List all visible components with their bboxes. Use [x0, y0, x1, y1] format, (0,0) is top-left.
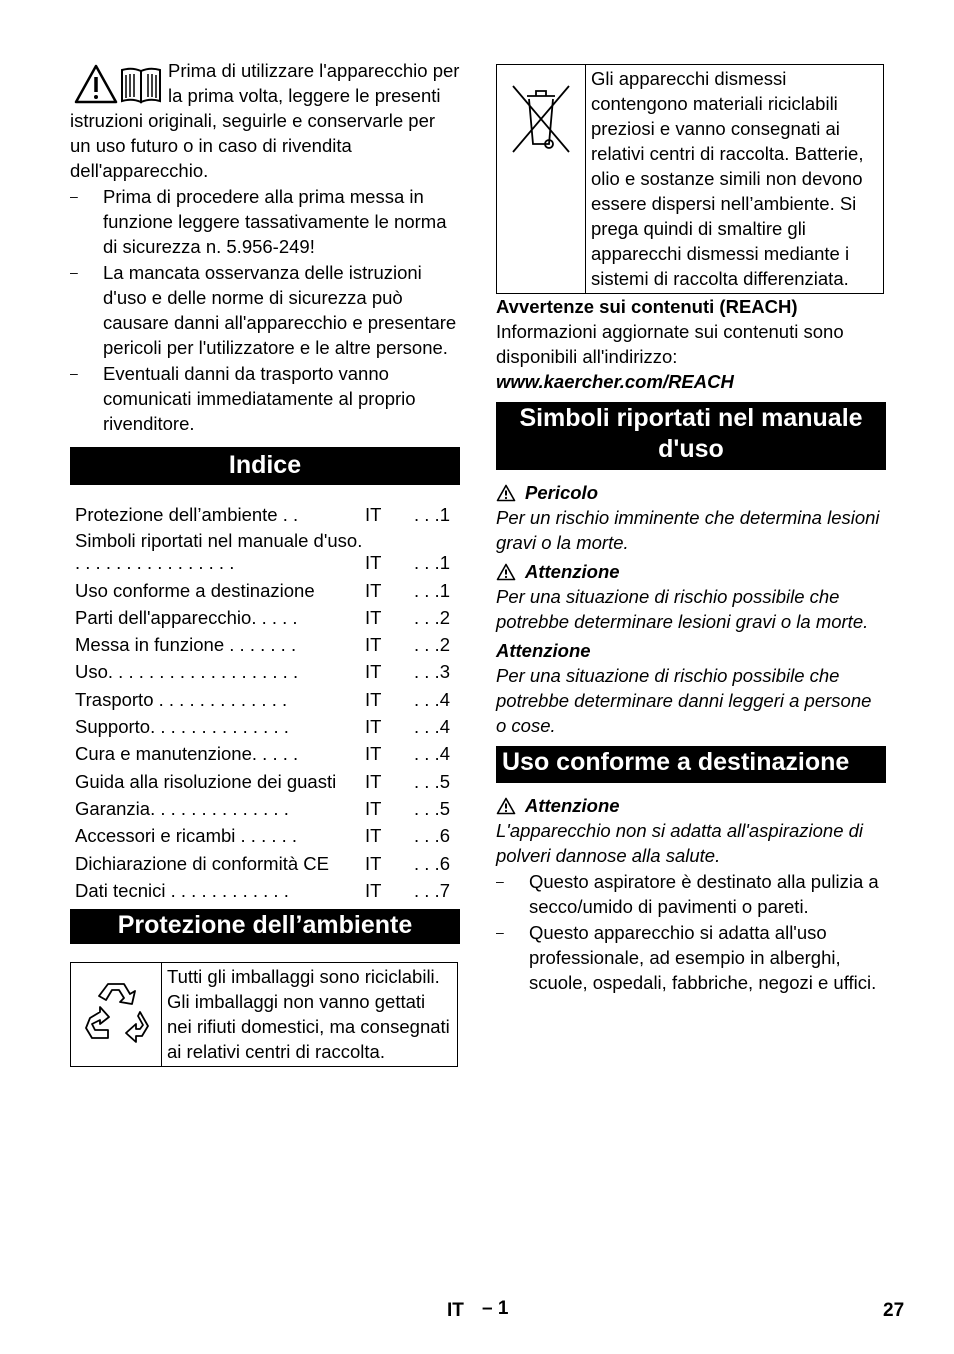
index-entry-leader: . . . . . . . . . . . . . . . . . . . [107, 661, 299, 683]
footer-page-number: 27 [883, 1300, 905, 1321]
index-entry-text: Protezione dell’ambiente [75, 504, 278, 526]
table-row[interactable] [70, 629, 460, 656]
index-entry-text: Uso conforme a destinazione [75, 579, 315, 601]
warning-text: Per una situazione di rischio possibile che potrebbe determinare lesioni gravi o la morte. [496, 586, 869, 632]
index-entry-page: . . .6 [414, 852, 450, 874]
index-entry-text: Cura e manutenzione [75, 743, 252, 765]
index-entry-leader: . . . . . . . . . . . . . . [150, 797, 289, 819]
index-entry-title [70, 526, 365, 574]
list-item: – Eventuali danni da trasporto vanno comunicati immediatamente al proprio rivenditore. [70, 361, 460, 436]
table-row[interactable] [70, 683, 460, 710]
index-entry-leader: . . . . . . . . . . . . . . . . . [75, 530, 363, 574]
environment-heading: Protezione dell’ambiente [70, 909, 460, 944]
index-entry-text: Accessori e ricambi [75, 825, 236, 847]
index-entry-title [70, 683, 365, 710]
index-entry-page: . . .4 [414, 743, 450, 765]
index-entry-page: . . .2 [414, 606, 450, 628]
intro-warning [70, 58, 460, 183]
weee-text: Gli apparecchi dismessi contengono materiali riciclabili preziosi e vanno consegnati ai relativi centri di raccolta. Batterie, olio e sostanze simili non devono essere dispersi nell’ambiente. Si prega quindi di smaltire gli apparecchi dismessi mediante i sistemi di raccolta differenziata. [591, 68, 864, 289]
list-item: – Questo aspiratore è destinato alla pulizia a secco/umido di pavimenti o pareti. [496, 869, 886, 919]
index-entry-title [70, 499, 365, 526]
index-entry-text: Messa in funzione [75, 634, 225, 656]
index-entry-title [70, 765, 365, 792]
index-entry-title [70, 574, 365, 601]
intended-use-list [496, 869, 886, 995]
index-entry-title [70, 847, 365, 874]
index-entry-page: . . .4 [414, 688, 450, 710]
index-entry-page: . . .1 [414, 504, 450, 526]
danger-label: Pericolo [525, 482, 598, 503]
index-entry-leader: . . . . . . . [224, 634, 297, 656]
index-entry-page: . . .2 [414, 634, 450, 656]
intended-use-heading: Uso conforme a destinazione [496, 746, 886, 783]
index-table [70, 499, 460, 902]
warning-triangle-icon [496, 563, 516, 581]
table-row[interactable] [70, 793, 460, 820]
index-entry-text: Dichiarazione di conformità CE [75, 852, 329, 874]
index-entry-lang: IT [365, 797, 382, 819]
index-entry-page: . . .1 [414, 579, 450, 601]
danger-signal [496, 480, 886, 505]
table-row[interactable] [70, 738, 460, 765]
table-row[interactable] [70, 574, 460, 601]
recycle-text: Tutti gli imballaggi sono riciclabili. Gli imballaggi non vanno gettati nei rifiuti domestici, ma consegnati ai relativi centri di raccolta. [167, 965, 450, 1062]
index-entry-lang: IT [365, 552, 382, 574]
index-entry-title [70, 738, 365, 765]
weee-box [496, 64, 884, 294]
index-entry-page: . . .5 [414, 770, 450, 792]
intro-list [70, 184, 460, 436]
index-entry-text: Uso [75, 661, 108, 683]
list-item: – La mancata osservanza delle istruzioni d'uso e delle norme di sicurezza può causare danni all'apparecchio e presentare pericoli per l'utilizzatore e le altre persone. [70, 260, 460, 360]
recycle-icon-cell [71, 963, 162, 1066]
list-item: – Questo apparecchio si adatta all'uso professionale, ad esempio in alberghi, scuole, ospedali, fabbriche, negozi e uffici. [496, 920, 886, 995]
index-entry-title [70, 711, 365, 738]
intended-use-warning-label: Attenzione [525, 795, 620, 816]
list-item: – Prima di procedere alla prima messa in funzione leggere tassativamente le norma di sicurezza n. 5.956-249! [70, 184, 460, 259]
index-entry-lang: IT [365, 606, 382, 628]
index-entry-lang: IT [365, 743, 382, 765]
index-entry-text: Dati tecnici [75, 879, 166, 901]
index-entry-lang: IT [365, 661, 382, 683]
index-entry-text: Guida alla risoluzione dei guasti [75, 770, 337, 792]
table-row[interactable] [70, 711, 460, 738]
index-entry-lang: IT [365, 852, 382, 874]
recycle-box [70, 962, 458, 1067]
index-entry-title [70, 602, 365, 629]
table-row[interactable] [70, 499, 460, 526]
index-entry-leader: . . . . . . . . . . . . [165, 879, 289, 901]
index-entry-text: Simboli riportati nel manuale d'uso [75, 530, 358, 552]
warning-label: Attenzione [525, 561, 620, 582]
index-heading: Indice [70, 447, 460, 485]
index-entry-leader: . . [277, 504, 299, 526]
index-entry-lang: IT [365, 579, 382, 601]
index-entry-lang: IT [365, 634, 382, 656]
right-column [496, 64, 886, 995]
index-entry-title [70, 820, 365, 847]
index-entry-text: Supporto [75, 716, 151, 738]
index-entry-lang: IT [365, 825, 382, 847]
index-entry-page: . . .7 [414, 879, 450, 901]
index-entry-page: . . .3 [414, 661, 450, 683]
footer-section-page: – 1 [482, 1298, 509, 1319]
footer-lang: IT [447, 1300, 464, 1321]
index-entry-lang: IT [365, 504, 382, 526]
table-row[interactable] [70, 656, 460, 683]
index-entry-leader: . . . . . [251, 743, 299, 765]
index-entry-title [70, 629, 365, 656]
index-entry-lang: IT [365, 770, 382, 792]
index-entry-page: . . .5 [414, 797, 450, 819]
reach-text: Informazioni aggiornate sui contenuti sono disponibili all'indirizzo: [496, 321, 844, 367]
index-entry-title [70, 793, 365, 820]
index-entry-text: Garanzia [75, 797, 151, 819]
index-entry-lang: IT [365, 879, 382, 901]
intended-use-signal [496, 793, 886, 818]
warning-triangle-icon [496, 797, 516, 815]
reach-link[interactable]: www.kaercher.com/REACH [496, 371, 734, 392]
index-entry-leader: . . . . . . . . . . . . . [153, 688, 288, 710]
index-entry-leader: . . . . . [251, 606, 298, 628]
index-entry-title [70, 875, 365, 902]
index-entry-leader: . . . . . . . . . . . . . . [150, 716, 289, 738]
index-entry-page: . . .1 [414, 552, 450, 574]
danger-text: Per un rischio imminente che determina lesioni gravi o la morte. [496, 507, 880, 553]
index-entry-lang: IT [365, 688, 382, 710]
index-entry-text: Parti dell'apparecchio [75, 606, 252, 628]
table-row[interactable] [70, 820, 460, 847]
symbols-heading: Simboli riportati nel manuale d'uso [496, 402, 886, 470]
index-entry-text: Trasporto [75, 688, 154, 710]
weee-icon-cell [497, 65, 586, 293]
warning-triangle-icon [496, 484, 516, 502]
index-entry-page: . . .6 [414, 825, 450, 847]
warning-signal [496, 559, 886, 584]
intro-text: Prima di utilizzare l'apparecchio per la prima volta, leggere le presenti istruzioni originali, seguirle e conservarle per un uso futuro o in caso di rivendita dell'apparecchio. [70, 60, 460, 181]
table-row[interactable] [70, 526, 460, 574]
intended-use-warning-text: L'apparecchio non si adatta all'aspirazione di polveri dannose alla salute. [496, 820, 864, 866]
index-entry-page: . . .4 [414, 716, 450, 738]
caution-label: Attenzione [496, 640, 591, 661]
table-row[interactable] [70, 765, 460, 792]
index-entry-lang: IT [365, 716, 382, 738]
index-entry-title [70, 656, 365, 683]
table-row[interactable] [70, 875, 460, 902]
left-column [70, 58, 460, 1067]
reach-heading: Avvertenze sui contenuti (REACH) [496, 296, 798, 317]
index-entry-leader: . . . . . . [235, 825, 298, 847]
caution-text: Per una situazione di rischio possibile che potrebbe determinare danni leggeri a persone o cose. [496, 665, 872, 736]
recycle-icon [78, 976, 154, 1052]
table-row[interactable] [70, 847, 460, 874]
table-row[interactable] [70, 602, 460, 629]
warning-manual-icon [72, 62, 162, 108]
crossed-bin-icon [509, 82, 573, 158]
